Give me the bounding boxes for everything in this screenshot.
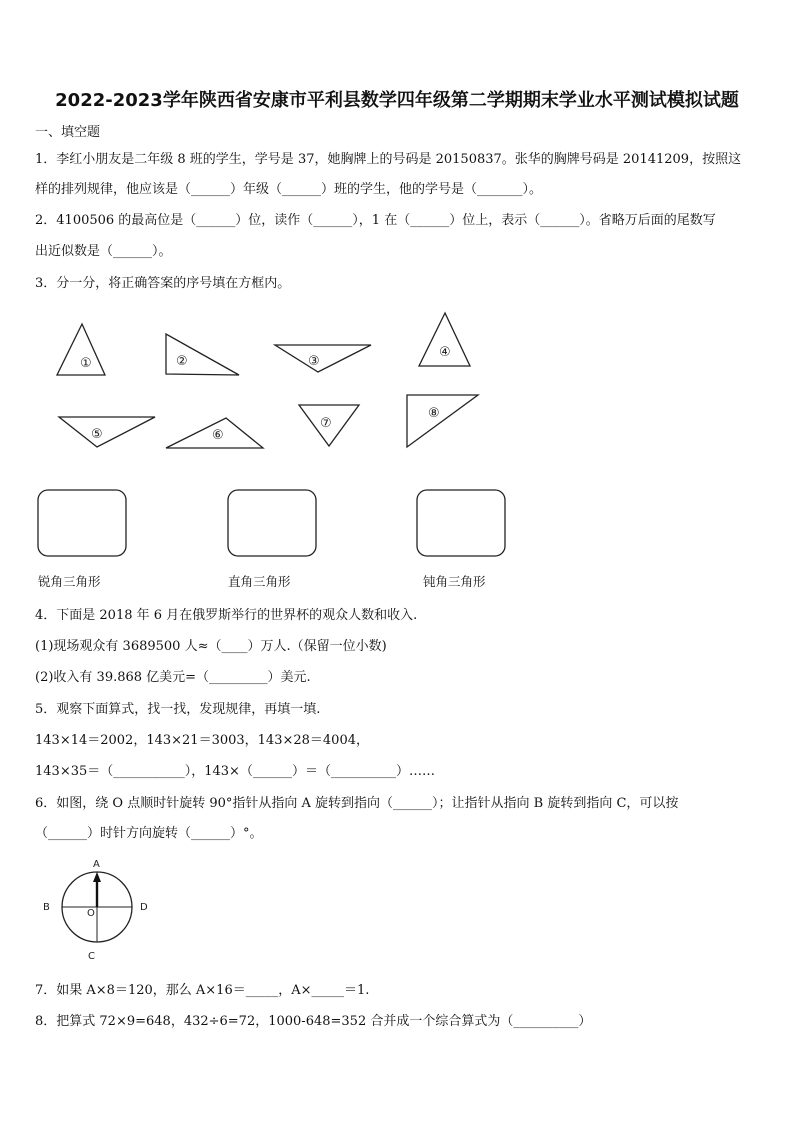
label-d: D bbox=[140, 902, 148, 913]
answer-box-acute[interactable] bbox=[38, 490, 126, 556]
question-5-line-2: 143×35＝（___________），143×（______）＝（__________）…… bbox=[35, 764, 435, 779]
question-2-line-1: 2．4100506 的最高位是（______）位，读作（______），1 在（______）位上，表示（______）。省略万后面的尾数写 bbox=[35, 213, 716, 228]
question-6-line-1: 6．如图，绕 O 点顺时针旋转 90°指针从指向 A 旋转到指向（______）；让指针从指向 B 旋转到指向 C，可以按 bbox=[35, 796, 679, 811]
question-1-line-1: 1．李红小朋友是二年级 8 班的学生，学号是 37，她胸牌上的号码是 20150837。张华的胸牌号码是 20141209，按照这 bbox=[35, 152, 742, 167]
question-3-text: 3．分一分，将正确答案的序号填在方框内。 bbox=[35, 276, 291, 291]
triangle-5 bbox=[59, 417, 155, 447]
question-5-line-1: 143×14＝2002，143×21＝3003，143×28＝4004， bbox=[35, 733, 369, 748]
question-8: 8．把算式 72×9=648，432÷6=72，1000-648=352 合并成一个综合算式为（__________） bbox=[35, 1014, 592, 1029]
box-label-obtuse: 钝角三角形 bbox=[423, 574, 486, 589]
question-4-part-1: (1)现场观众有 3689500 人≈（____）万人.（保留一位小数) bbox=[35, 639, 387, 654]
pointer-arrow-icon bbox=[93, 872, 101, 882]
question-5-text: 5．观察下面算式，找一找，发现规律，再填一填. bbox=[35, 702, 321, 717]
answer-box-obtuse[interactable] bbox=[417, 490, 505, 556]
label-b: B bbox=[43, 902, 50, 913]
triangle-5-label: ⑤ bbox=[91, 427, 103, 442]
question-2-line-2: 出近似数是（______）。 bbox=[35, 244, 172, 259]
triangle-6-label: ⑥ bbox=[212, 428, 224, 443]
section-heading: 一、填空题 bbox=[35, 125, 101, 140]
question-7: 7．如果 A×8＝120，那么 A×16＝_____，A×_____＝1. bbox=[35, 983, 370, 998]
question-4-part-2: (2)收入有 39.868 亿美元=（_________）美元. bbox=[35, 670, 311, 685]
triangle-3-label: ③ bbox=[308, 354, 320, 369]
rotation-figure bbox=[30, 852, 170, 964]
triangle-7-label: ⑦ bbox=[320, 416, 332, 431]
page-title: 2022-2023学年陕西省安康市平利县数学四年级第二学期期末学业水平测试模拟试题 bbox=[55, 90, 739, 111]
triangles-figure bbox=[0, 300, 794, 600]
question-4-text: 4．下面是 2018 年 6 月在俄罗斯举行的世界杯的观众人数和收入. bbox=[35, 608, 418, 623]
triangle-4-label: ④ bbox=[439, 345, 451, 360]
triangle-8 bbox=[407, 395, 478, 447]
triangle-1-label: ① bbox=[80, 356, 92, 371]
label-a: A bbox=[93, 859, 100, 870]
question-6-line-2: （______）时针方向旋转（______）°。 bbox=[35, 826, 263, 841]
answer-box-right[interactable] bbox=[228, 490, 316, 556]
box-label-right: 直角三角形 bbox=[228, 574, 291, 589]
label-c: C bbox=[88, 951, 95, 962]
triangle-3 bbox=[275, 345, 371, 372]
triangle-2-label: ② bbox=[176, 354, 188, 369]
box-label-acute: 锐角三角形 bbox=[38, 574, 101, 589]
label-o: O bbox=[87, 908, 95, 919]
triangle-8-label: ⑧ bbox=[428, 406, 440, 421]
question-1-line-2: 样的排列规律，他应该是（______）年级（______）班的学生，他的学号是（_______）。 bbox=[35, 182, 543, 197]
